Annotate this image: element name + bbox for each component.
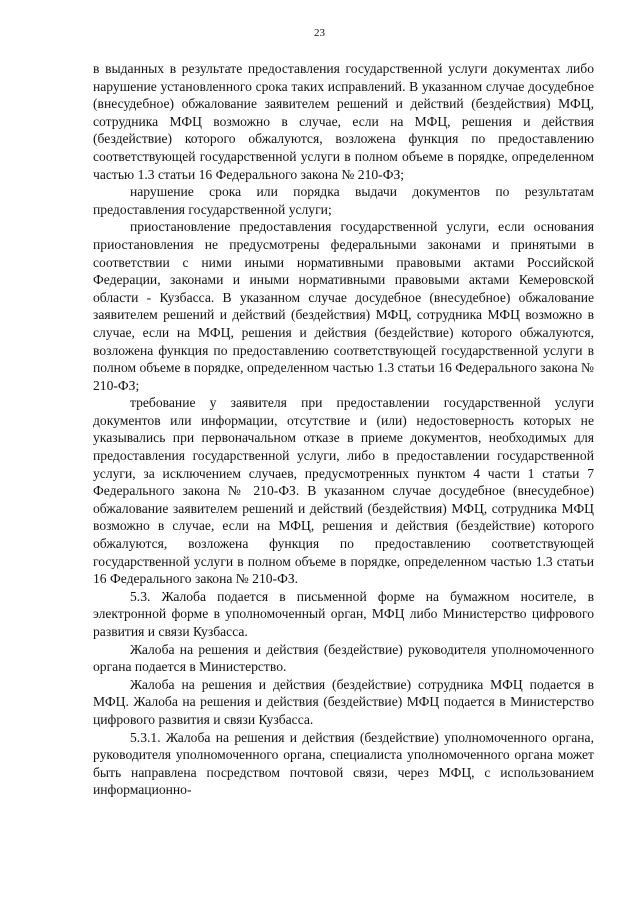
- paragraph: приостановление предоставления государственной услуги, если основания приостановления не предусмотрены федеральными законами и принятыми в соответствии с ними иными нормативными правовыми актами Российской Федерации, законами и иными нормативными правовыми актами Кемеровской области - Кузбасса. В указанном случае досудебное (внесудебное) обжалование заявителем решений и действий (бездействия) МФЦ, сотрудника МФЦ возможно в случае, если на МФЦ, решения и действия (бездействие) которого обжалуются, возложена функция по предоставлению соответствующей государственной услуги в полном объеме в порядке, определенном частью 1.3 статьи 16 Федерального закона № 210-ФЗ;: [93, 219, 594, 393]
- page-number: 23: [314, 27, 325, 39]
- paragraph: Жалоба на решения и действия (бездействие) руководителя уполномоченного органа подается в Министерство.: [93, 641, 594, 675]
- body-text: [93, 60, 594, 799]
- paragraph: 5.3. Жалоба подается в письменной форме на бумажном носителе, в электронной форме в уполномоченный орган, МФЦ либо Министерство цифрового развития и связи Кузбасса.: [93, 588, 594, 639]
- paragraph: в выданных в результате предоставления государственной услуги документах либо нарушение установленного срока таких исправлений. В указанном случае досудебное (внесудебное) обжалование заявителем решений и действий (бездействия) МФЦ, сотрудника МФЦ возможно в случае, если на МФЦ, решения и действия (бездействие) которого обжалуются, возложена функция по предоставлению соответствующей государственной услуги в полном объеме в порядке, определенном частью 1.3 статьи 16 Федерального закона № 210-ФЗ;: [93, 61, 594, 182]
- paragraph: Жалоба на решения и действия (бездействие) сотрудника МФЦ подается в МФЦ. Жалоба на решения и действия (бездействие) МФЦ подается в Министерство цифрового развития и связи Кузбасса.: [93, 676, 594, 727]
- paragraph: 5.3.1. Жалоба на решения и действия (бездействие) уполномоченного органа, руководителя уполномоченного органа, специалиста уполномоченного органа может быть направлена посредством почтовой связи, через МФЦ, с использованием информационно-: [93, 729, 594, 798]
- paragraph: нарушение срока или порядка выдачи документов по результатам предоставления государственной услуги;: [93, 184, 594, 217]
- paragraph: требование у заявителя при предоставлении государственной услуги документов или информации, отсутствие и (или) недостоверность которых не указывались при первоначальном отказе в приеме документов, необходимых для предоставления государственной услуги, либо в предоставлении государственной услуги, за исключением случаев, предусмотренных пунктом 4 части 1 статьи 7 Федерального закона № 210-ФЗ. В указанном случае досудебное (внесудебное) обжалование заявителем решений и действий (бездействия) МФЦ, сотрудника МФЦ возможно в случае, если на МФЦ, решения и действия (бездействие) которого обжалуются, возложена функция по предоставлению соответствующей государственной услуги в полном объеме в порядке, определенном частью 1.3 статьи 16 Федерального закона № 210-ФЗ.: [93, 395, 594, 587]
